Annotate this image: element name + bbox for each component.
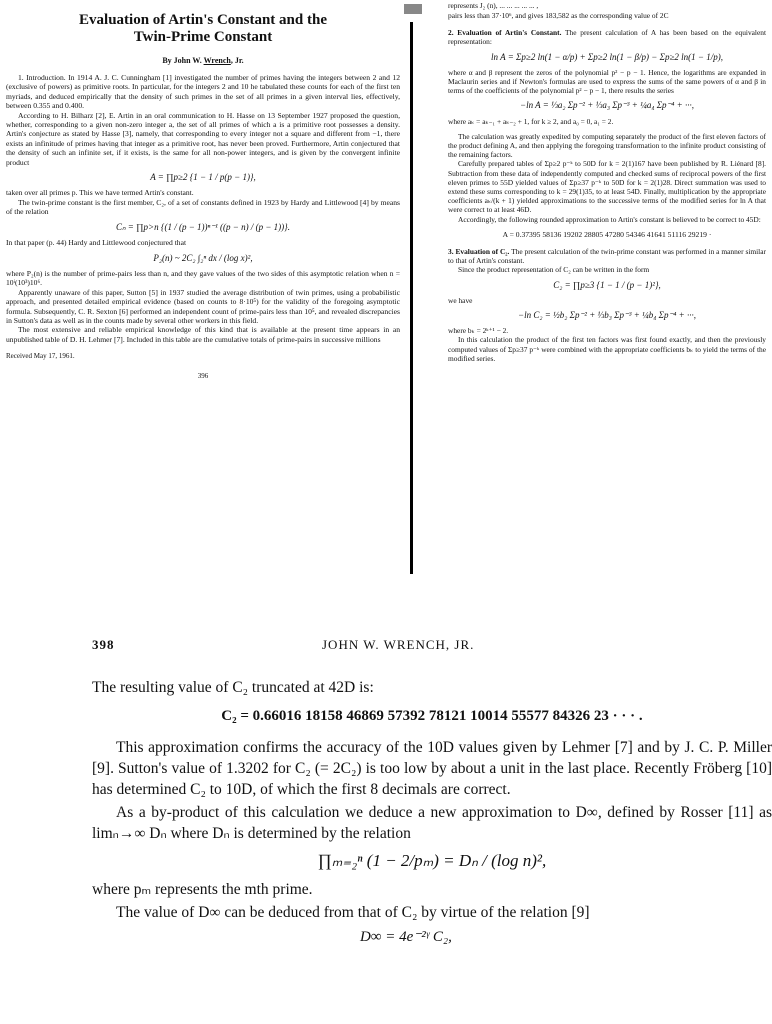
pm-definition: where pₘ represents the mth prime. <box>92 881 313 898</box>
equation-cn: Cₙ = ∏p>n {(1 / (p − 1))ⁿ⁻¹ ((p − n) / (p − 1))}. <box>115 221 291 232</box>
equation-ln-a: ln A = Σp≥2 ln(1 − α/p) + Σp≥2 ln(1 − β/p) − Σp≥2 ln(1 − 1/p), <box>491 51 723 62</box>
left-journal-page <box>6 4 400 584</box>
bk-definition: where bₖ = 2ᵏ⁺¹ − 2. <box>448 326 509 336</box>
top-continuation-line: pairs less than 37·10⁶, and gives 183,582 as the corresponding value of 2C <box>448 11 669 20</box>
equation-artin-constant: A = ∏p≥2 {1 − 1 / p(p − 1)}, <box>150 172 256 183</box>
top-cut-line: represents J₂ (n), ... ... ... ... ... , <box>448 1 539 10</box>
equation-series-a: −ln A = ⅓a₂ Σp⁻² + ⅓a₃ Σp⁻³ + ¼a₄ Σp⁻⁴ + ···, <box>520 100 694 111</box>
page-number-398: 398 <box>92 637 115 652</box>
running-header <box>92 634 772 655</box>
equation-d-infinity: D∞ = 4e⁻²ᵞ C₂, <box>360 929 452 945</box>
scan-smudge <box>404 4 422 14</box>
artin-paragraph: According to H. Bilharz [2], E. Artin in an oral communication to H. Hasse on 13 September 1927 proposed the question, whether, corresponding to a given non-zero integer a, the set of all primes of which a is a primitive root possesses a density. Artin's conjecture as stated by Hasse [3], namely, that corresponding to every integer not a square and different from −1, there exists an infinitude of primes having that integer as a primitive root, has never been proved. Furthermore, Artin conjectured that the density of such an infinite set, if it exists, is the same for all non-power integers, and is given by the convergent infinite product <box>6 110 400 167</box>
hardy-paragraph: In that paper (p. 44) Hardy and Littlewood conjectured that <box>6 238 187 248</box>
d-infinity-paragraph: The value of D∞ can be deduced from that of C₂ by virtue of the relation [9] <box>116 904 590 921</box>
equation-p2: P₂(n) ~ 2C₂ ∫₂ⁿ dx / (log x)², <box>153 252 253 263</box>
title-line-1: Evaluation of Artin's Constant and the <box>79 12 327 28</box>
artin-defined-paragraph: taken over all primes p. This we have termed Artin's constant. <box>6 188 194 198</box>
confirmation-paragraph: This approximation confirms the accuracy of the 10D values given by Lehmer [7] and by J. C. P. Miller [9]. Sutton's value of 1.3202 for C₂ (= 2C₂) is too low by about a unit in the last place. Recently Fröberg [10] has determined C₂ to 10D, of which the first 8 decimals are correct. <box>92 739 772 798</box>
author-prefix: By John W. <box>162 56 204 65</box>
twin-prime-paragraph: The twin-prime constant is the first member, C₂, of a set of constants defined in 1923 by Hardy and Littlewood [4] by means of the relation <box>6 197 400 217</box>
author-name: Wrench <box>203 56 231 65</box>
bottom-journal-page <box>0 620 772 1024</box>
alpha-beta-paragraph: where α and β represent the zeros of the polynomial p² − p − 1. Hence, the logarithms are expanded in Maclaurin series and if Newton's formulas are used to express the sums of the same powers of α and β in terms of the coefficients of the polynomial p² − p − 1, there results the series <box>448 67 766 96</box>
equation-c2-value: C₂ = 0.66016 18158 46869 57392 78121 10014 55577 84326 23 · · · . <box>221 708 643 724</box>
equation-c2: C₂ = ∏p≥3 {1 − 1 / (p − 1)²}, <box>553 279 661 290</box>
right-body <box>428 1 768 363</box>
intro-paragraph: 1. Introduction. In 1914 A. J. C. Cunningham [1] investigated the number of primes having the integers between 2 and 12 (exclusive of powers) as primitive roots. In particular, for the integers 2 and 10 he tabulated these counts for each of the first ten myriads, and deduced empirically that the density of such primes in the set of all primes in a given interval lies, effectively, between 0.355 and 0.400. <box>6 73 400 111</box>
section-3 <box>448 247 766 265</box>
left-body <box>6 73 400 381</box>
we-have-text: we have <box>448 295 473 305</box>
ak-definition: where aₖ = aₖ₋₁ + aₖ₋₂ + 1, for k ≥ 2, and a₀ = 0, a₁ = 2. <box>448 116 614 126</box>
received-date: Received May 17, 1961. <box>6 352 75 361</box>
bottom-body <box>92 634 772 948</box>
right-journal-page <box>428 1 768 584</box>
lehmer-paragraph: The most extensive and reliable empirical knowledge of this kind that is available at the present time appears in an unpublished table of D. H. Lehmer [7]. Included in this table are the cumulative totals of prime-pairs in successive millions <box>6 325 400 344</box>
section-3-heading: 3. Evaluation of C₂. <box>448 247 510 257</box>
section-2 <box>448 28 766 46</box>
p2-definition-paragraph: where P₂(n) is the number of prime-pairs less than n, and they gave values of the two sides of this asymptotic relation when n = 10ⁱ(10³)10⁶. <box>6 268 400 288</box>
calculation-paragraph: The calculation was greatly expedited by computing separately the product of the first eleven factors of the product defining A, and then applying the foregoing transformation to the infinite product consisting of the remaining factors. <box>448 131 766 160</box>
accordingly-paragraph: Accordingly, the following rounded approximation to Artin's constant is believed to be correct to 45D: <box>458 214 761 224</box>
tables-paragraph: Carefully prepared tables of Σp≥2 p⁻ᵏ to 50D for k = 2(1)167 have been published by R. Liénard [8]. Subtraction from these data of independently computed and checked sums of reciprocal powers of the first eleven primes to 55D yielded values of Σp≥37 p⁻ᵏ to 50D for k = 2(1)28. Direct summation was used to extend these sums corresponding to k = 29(1)35, to at least 54D. Finally, multiplication by the appropriate coefficients aₖ/(k + 1) yielded approximations to the successive terms of the modified series for ln A that were correct to at least 46D. <box>448 159 766 215</box>
sutton-paragraph: Apparently unaware of this paper, Sutton [5] in 1937 studied the average distribution of twin primes, using a probabilistic approach, and presented detailed empirical evidence (based on counts to 8·10⁵) for the validity of the foregoing asymptotic formula. Subsequently, C. R. Sexton [6] performed an independent count of prime-pairs less than 10⁵, and revealed discrepancies in Sutton's data as well as in the counts made by several other workers in this field. <box>6 287 400 325</box>
running-head-author: JOHN W. WRENCH, JR. <box>322 637 475 652</box>
section-2-heading: 2. Evaluation of Artin's Constant. <box>448 28 562 38</box>
equation-a-value: A = 0.37395 58136 19202 28805 47280 54346 41641 51116 29219 · <box>502 229 712 239</box>
author-line <box>6 56 400 65</box>
section-2-text: The present calculation of A has been based on the equivalent representation: <box>448 28 767 47</box>
byproduct-paragraph: As a by-product of this calculation we deduce a new approximation to D∞, defined by Rosser [11] as limₙ→∞ Dₙ where Dₙ is determined by the relation <box>92 804 772 842</box>
product-paragraph: In this calculation the product of the first ten factors was first found exactly, and then the previously computed values of Σp≥37 p⁻ᵏ were combined with the appropriate coefficients bₖ to yield the terms of the modified series. <box>448 335 766 363</box>
page-gutter <box>400 0 428 590</box>
page-number-396: 396 <box>197 371 209 380</box>
author-suffix: , Jr. <box>230 56 244 65</box>
title-line-2: Twin-Prime Constant <box>133 29 273 45</box>
section-3-text: The present calculation of the twin-prime constant was performed in a manner similar to that of Artin's constant. <box>448 247 766 266</box>
equation-product-dn: ∏ₘ₌₂ⁿ (1 − 2/pₘ) = Dₙ / (log n)², <box>317 851 547 870</box>
equation-ln-c2: −ln C₂ = ½b₂ Σp⁻² + ⅓b₃ Σp⁻³ + ¼b₄ Σp⁻⁴ + ···, <box>518 310 696 321</box>
paper-title <box>6 12 400 46</box>
since-paragraph: Since the product representation of C₂ can be written in the form <box>458 265 650 275</box>
gutter-line <box>410 22 413 574</box>
c2-result-intro: The resulting value of C₂ truncated at 42D is: <box>92 679 374 696</box>
